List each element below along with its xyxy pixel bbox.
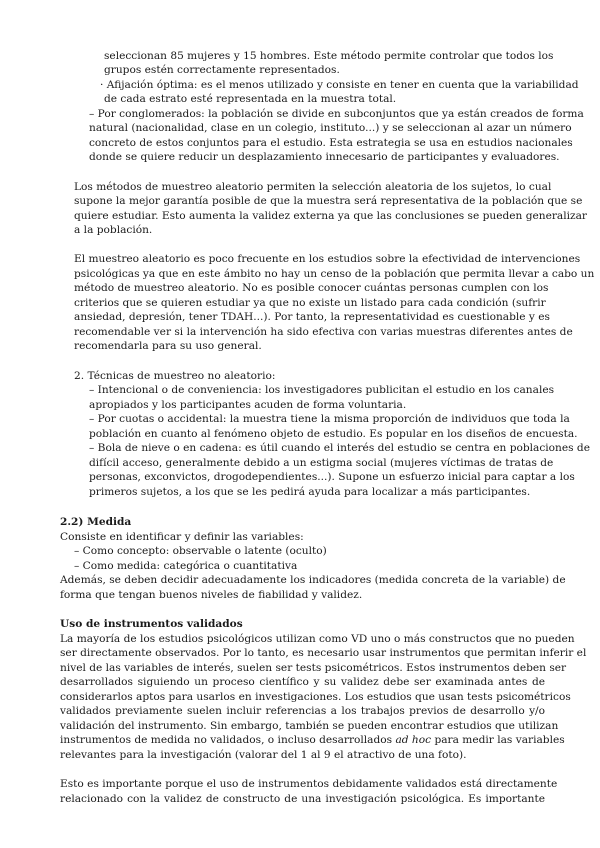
text-line: relevantes para la investigación (valorar del 1 al 9 el atractivo de una foto). <box>60 749 467 761</box>
text-line: grupos estén correctamente representados. <box>104 64 340 76</box>
section-heading: 2.2) Medida <box>60 516 132 528</box>
text-line: El muestreo aleatorio es poco frecuente en los estudios sobre la efectividad de intervenciones <box>74 253 581 265</box>
text-line: – Por cuotas o accidental: la muestra tiene la misma proporción de individuos que toda la <box>89 413 570 425</box>
text-line: recomendarla para su uso general. <box>74 340 262 352</box>
text-line: ser directamente observados. Por lo tanto, es necesario usar instrumentos que permitan inferir el <box>60 647 587 659</box>
text-line: donde se quiere reducir un desplazamiento innecesario de participantes y evaluadores. <box>89 151 560 163</box>
text-line: – Bola de nieve o en cadena: es útil cuando el interés del estudio se centra en poblaciones de <box>89 442 590 454</box>
text-line: – Intencional o de conveniencia: los investigadores publicitan el estudio en los canales <box>89 384 555 396</box>
text-line: supone la mejor garantía posible de que la muestra será representativa de la población que se <box>74 195 583 207</box>
text-line: · Afijación óptima: es el menos utilizado y consiste en tener en cuenta que la variabilidad <box>100 79 579 91</box>
text-line: recomendable ver si la intervención ha sido efectiva con varias muestras diferentes antes de <box>74 326 573 338</box>
text-line: Esto es importante porque el uso de instrumentos debidamente validados está directamente <box>60 778 558 790</box>
text-line: población en cuanto al fenómeno objeto de estudio. Es popular en los diseños de encuesta. <box>89 428 578 440</box>
text-line: a la población. <box>74 224 153 236</box>
text-line: forma que tengan buenos niveles de fiabilidad y validez. <box>60 589 363 601</box>
text-line: criterios que se quieren estudiar ya que no existe un listado para cada condición (sufrir <box>74 297 546 309</box>
text-line: de cada estrato esté representada en la muestra total. <box>104 93 397 105</box>
text-line: método de muestreo aleatorio. No es posible conocer cuántas personas cumplen con los <box>74 282 549 294</box>
text-run: instrumentos de medida no validados, o incluso desarrollados <box>60 734 396 746</box>
text-line: validados previamente suelen incluir referencias a los trabajos previos de desarrollo y/o <box>60 705 545 717</box>
text-line: – Como concepto: observable o latente (oculto) <box>74 545 327 557</box>
text-line: Consiste en identificar y definir las variables: <box>60 531 304 543</box>
text-line: concreto de estos conjuntos para el estudio. Esta estrategia se usa en estudios nacionales <box>89 137 573 149</box>
text-line: personas, exconvictos, drogodependientes...). Supone un esfuerzo inicial para captar a los <box>89 471 575 483</box>
text-line: desarrollados siguiendo un proceso científico y su validez debe ser examinada antes de <box>60 676 545 688</box>
text-line: La mayoría de los estudios psicológicos utilizan como VD uno o más constructos que no pueden <box>60 633 575 645</box>
text-line: primeros sujetos, a los que se les pedirá ayuda para localizar a más participantes. <box>89 486 531 498</box>
text-line: quiere estudiar. Esto aumenta la validez externa ya que las conclusiones se pueden generalizar <box>74 210 587 222</box>
text-line: apropiados y los participantes acuden de forma voluntaria. <box>89 399 407 411</box>
text-line: Los métodos de muestreo aleatorio permiten la selección aleatoria de los sujetos, lo cual <box>74 181 552 193</box>
text-line: psicológicas ya que en este ámbito no hay un censo de la población que permita llevar a cabo un <box>74 268 595 280</box>
text-line: natural (nacionalidad, clase en un colegio, instituto...) y se seleccionan al azar un número <box>89 122 572 134</box>
text-line: validación del instrumento. Sin embargo, también se pueden encontrar estudios que utilizan <box>60 720 559 732</box>
text-line: nivel de las variables de interés, suelen ser tests psicométricos. Estos instrumentos deben ser <box>60 662 567 674</box>
text-line: – Por conglomerados: la población se divide en subconjuntos que ya están creados de forma <box>89 108 584 120</box>
text-line: difícil acceso, generalmente debido a un estigma social (mujeres víctimas de tratas de <box>89 457 554 469</box>
text-line <box>60 733 565 747</box>
text-line: seleccionan 85 mujeres y 15 hombres. Este método permite controlar que todos los <box>104 50 554 62</box>
subsection-heading: Uso de instrumentos validados <box>60 618 243 630</box>
text-line: – Como medida: categórica o cuantitativa <box>74 560 298 572</box>
text-line: Además, se deben decidir adecuadamente los indicadores (medida concreta de la variable) de <box>60 574 566 586</box>
text-line: ansiedad, depresión, tener TDAH...). Por tanto, la representatividad es cuestionable y es <box>74 311 550 323</box>
text-line: considerarlos aptos para usarlos en investigaciones. Los estudios que usan tests psicométricos <box>60 691 571 703</box>
section-heading: 2. Técnicas de muestreo no aleatorio: <box>74 370 276 382</box>
text-line: relacionado con la validez de constructo de una investigación psicológica. Es importante <box>60 793 545 805</box>
italic-term: ad hoc <box>395 734 432 746</box>
text-run: para medir las variables <box>431 734 565 746</box>
